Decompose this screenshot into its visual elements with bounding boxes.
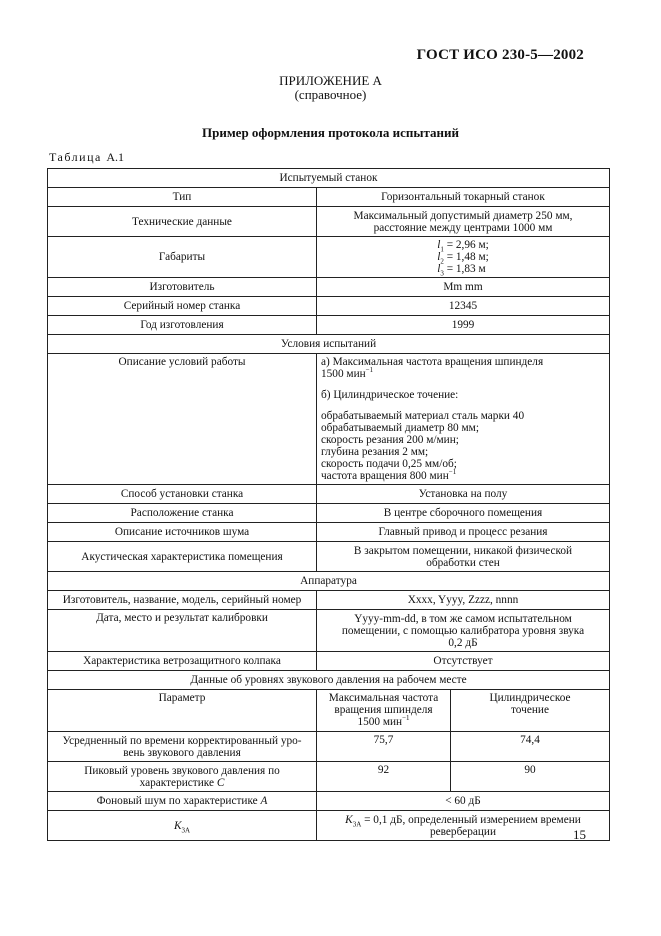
col1-header-line: вращения шпинделя (334, 704, 433, 716)
table-row (48, 671, 610, 690)
dims-label: Габариты (48, 237, 317, 278)
protocol-table (47, 168, 610, 841)
avg-label-line: Усредненный по времени корректированный уро- (62, 734, 302, 747)
table-row (48, 354, 610, 485)
dims-list (437, 239, 489, 278)
work-line: скорость подачи 0,25 мм/об; (321, 458, 457, 470)
calib-value (317, 610, 610, 652)
year-label: Год изготовления (48, 316, 317, 335)
col2-header-line: Цилиндрическое (489, 692, 571, 704)
maker-value: Mm mm (317, 278, 610, 297)
tech-value (317, 207, 610, 237)
peak-label-line (52, 777, 312, 789)
work-line: б) Цилиндрическое точение: (321, 389, 459, 401)
dims-value (317, 237, 610, 278)
avg-value-1: 75,7 (317, 732, 451, 762)
acoustic-label: Акустическая характеристика помещения (48, 542, 317, 572)
peak-value-2: 90 (451, 762, 610, 792)
type-label: Тип (48, 188, 317, 207)
dim-value: = 2,96 м; (446, 239, 489, 251)
dim-value: = 1,48 м; (446, 251, 489, 263)
bg-value: < 60 дБ (317, 792, 610, 811)
k-value (317, 811, 610, 841)
k-symbol: K (345, 813, 353, 826)
section-conditions: Условия испытаний (48, 335, 610, 354)
col1-header-line (321, 716, 446, 728)
work-label: Описание условий работы (48, 354, 317, 485)
work-line (321, 368, 605, 380)
work-line: обрабатываемый диаметр 80 мм; (321, 422, 479, 434)
windscreen-value: Отсутствует (317, 652, 610, 671)
table-row (48, 591, 610, 610)
avg-label (48, 732, 317, 762)
dim-subscript: 2 (440, 257, 444, 266)
install-value: Установка на полу (317, 485, 610, 504)
work-line: а) Максимальная частота вращения шпинделя (321, 356, 544, 368)
section-machine: Испытуемый станок (48, 169, 610, 188)
work-sup: −1 (448, 468, 457, 477)
dim-subscript: 1 (440, 245, 444, 254)
acoustic-line: обработки стен (426, 556, 500, 569)
param-label: Параметр (48, 690, 317, 732)
calib-line: 0,2 дБ (448, 636, 478, 649)
col1-header-text: 1500 мин (357, 716, 403, 728)
appendix-subtitle: (справочное) (294, 87, 367, 102)
table-row (48, 542, 610, 572)
k-label (48, 811, 317, 841)
peak-label-c: C (216, 776, 225, 789)
work-line: глубина резания 2 мм; (321, 446, 429, 458)
peak-label-text: характеристике (139, 776, 214, 789)
maker-label: Изготовитель (48, 278, 317, 297)
table-row (48, 690, 610, 732)
section-levels: Данные об уровнях звукового давления на рабочем месте (48, 671, 610, 690)
tech-value-line: Максимальный допустимый диаметр 250 мм, (353, 209, 573, 222)
install-label: Способ установки станка (48, 485, 317, 504)
calib-line: помещении, с помощью калибратора уровня звука (341, 624, 585, 637)
work-text: частота вращения 800 мин (321, 470, 449, 482)
avg-value-2: 74,4 (451, 732, 610, 762)
location-value: В центре сборочного помещения (317, 504, 610, 523)
work-text: 1500 мин (321, 368, 366, 380)
table-row (48, 523, 610, 542)
peak-label-line: Пиковый уровень звукового давления по (84, 764, 280, 777)
work-line: обрабатываемый материал сталь марки 40 (321, 410, 525, 422)
location-label: Расположение станка (48, 504, 317, 523)
table-row (48, 762, 610, 792)
table-row (48, 335, 610, 354)
bg-label (48, 792, 317, 811)
k-value-line (321, 814, 605, 826)
col1-header-sup: −1 (402, 714, 410, 723)
section-equipment: Аппаратура (48, 572, 610, 591)
dim-symbol: l (437, 239, 441, 251)
table-row (48, 316, 610, 335)
k-symbol: K (173, 819, 182, 832)
noise-src-label: Описание источников шума (48, 523, 317, 542)
dim-symbol: l (437, 263, 441, 275)
page-number: 15 (573, 827, 586, 842)
noise-src-value: Главный привод и процесс резания (317, 523, 610, 542)
table-label-word: Таблица (49, 150, 102, 164)
col2-header (451, 690, 610, 732)
table-row (48, 792, 610, 811)
table-row (48, 572, 610, 591)
table-row (48, 297, 610, 316)
appendix-title: ПРИЛОЖЕНИЕ А (279, 73, 382, 88)
work-line (321, 470, 605, 482)
k-value-line: реверберации (429, 825, 496, 838)
peak-label (48, 762, 317, 792)
dim-value: = 1,83 м (446, 263, 486, 275)
year-value: 1999 (317, 316, 610, 335)
dim-symbol: l (437, 251, 441, 263)
tech-value-line: расстояние между центрами 1000 мм (373, 221, 553, 234)
dim-line (437, 251, 489, 266)
avg-label-line: вень звукового давления (123, 746, 241, 759)
work-sup: −1 (365, 366, 374, 375)
table-row (48, 610, 610, 652)
table-row (48, 504, 610, 523)
k-subscript: 3A (352, 819, 362, 828)
work-value (317, 354, 610, 485)
table-row (48, 169, 610, 188)
k-value-text: = 0,1 дБ, определенный измерением времени (364, 813, 581, 826)
table-row (48, 652, 610, 671)
table-row (48, 207, 610, 237)
table-row (48, 188, 610, 207)
table-row (48, 485, 610, 504)
table-row (48, 237, 610, 278)
calib-label: Дата, место и результат калибровки (48, 610, 317, 652)
calib-line: Yyyy-mm-dd, в том же самом испытательном (354, 612, 572, 625)
table-label (49, 150, 124, 165)
type-value: Горизонтальный токарный станок (317, 188, 610, 207)
col2-header-line: точение (511, 704, 549, 716)
table-label-number: А.1 (106, 150, 124, 164)
k-subscript: 3A (181, 825, 191, 834)
acoustic-line: В закрытом помещении, никакой физической (353, 544, 573, 557)
col1-header (317, 690, 451, 732)
serial-value: 12345 (317, 297, 610, 316)
dim-subscript: 3 (440, 269, 444, 278)
dim-line (437, 263, 489, 278)
col1-header-line: Максимальная частота (328, 692, 439, 704)
standard-code: ГОСТ ИСО 230-5—2002 (416, 47, 584, 63)
page-heading: Пример оформления протокола испытаний (201, 125, 460, 140)
table-row (48, 811, 610, 841)
bg-label-a: A (260, 795, 268, 807)
equip-maker-value: Xxxx, Yyyy, Zzzz, nnnn (317, 591, 610, 610)
appendix-block (0, 74, 661, 102)
equip-maker-label: Изготовитель, название, модель, серийный номер (48, 591, 317, 610)
table-row (48, 278, 610, 297)
work-line: скорость резания 200 м/мин; (321, 434, 459, 446)
acoustic-value (317, 542, 610, 572)
windscreen-label: Характеристика ветрозащитного колпака (48, 652, 317, 671)
peak-value-1: 92 (317, 762, 451, 792)
dim-line (437, 239, 489, 254)
table-row (48, 732, 610, 762)
tech-label: Технические данные (48, 207, 317, 237)
bg-label-text: Фоновый шум по характеристике (96, 795, 258, 807)
serial-label: Серийный номер станка (48, 297, 317, 316)
